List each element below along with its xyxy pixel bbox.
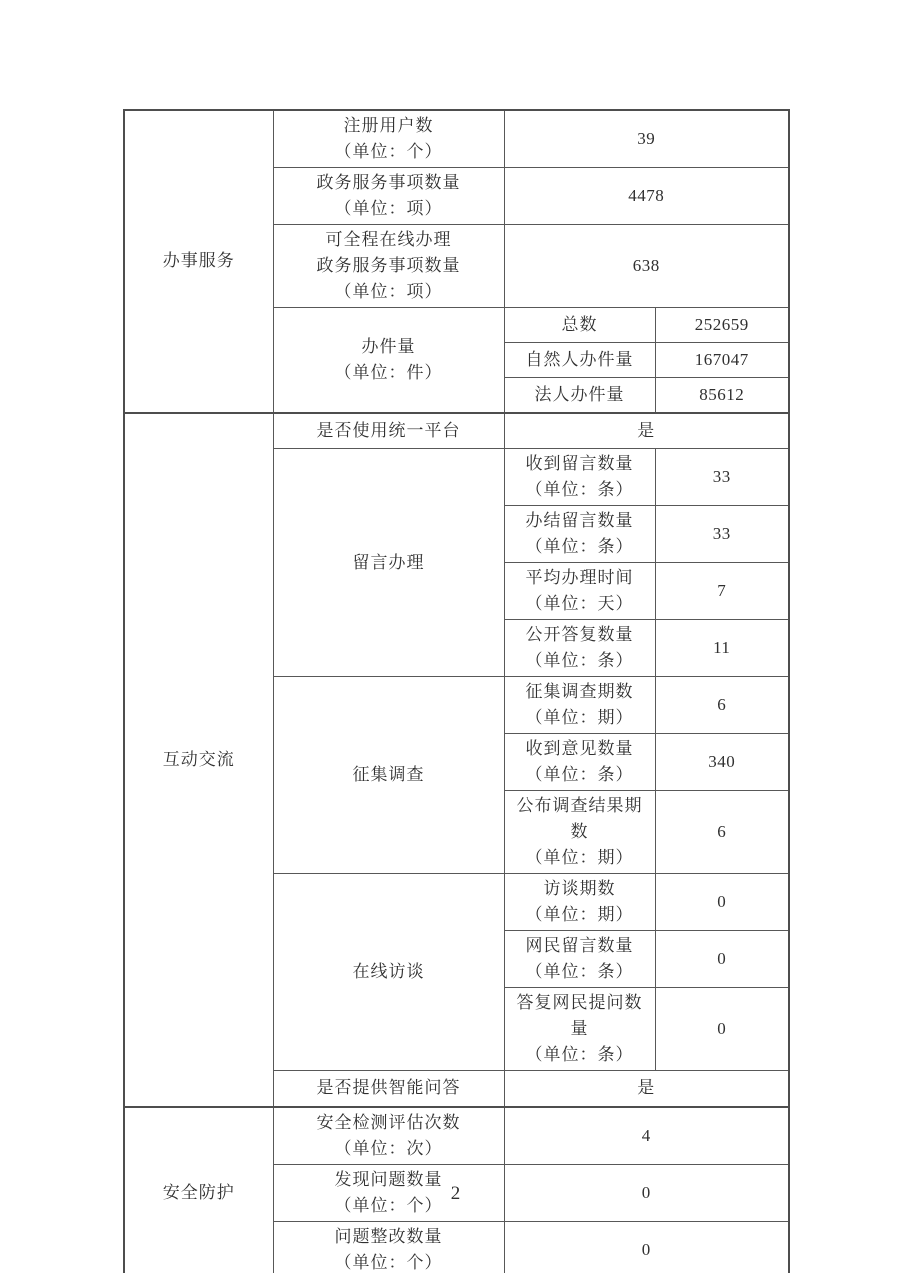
category-label: 安全防护 <box>162 1182 235 1202</box>
submetric-value: 252659 <box>655 308 789 343</box>
metric-label-cell: 是否使用统一平台 <box>273 413 504 449</box>
submetric-label-cell <box>504 620 655 677</box>
metric-label: 发现问题数量 <box>334 1169 443 1189</box>
submetric-label: 收到留言数量 <box>525 454 634 473</box>
metric-label: 问题整改数量 <box>334 1226 443 1246</box>
submetric-label-cell <box>504 506 655 563</box>
metric-unit: （单位：项） <box>334 199 443 218</box>
metric-value: 是 <box>504 413 789 449</box>
metric-label-cell <box>273 110 504 168</box>
category-cell-service <box>124 110 273 413</box>
submetric-label: 平均办理时间 <box>525 568 634 587</box>
metric-label-cell: 是否提供智能问答 <box>273 1071 504 1107</box>
submetric-label: 自然人办件量 <box>504 343 655 378</box>
metric-value: 39 <box>504 110 789 168</box>
submetric-label-cell <box>504 677 655 734</box>
submetric-value: 0 <box>655 988 789 1071</box>
metric-label: 注册用户数 <box>343 116 434 135</box>
metric-value: 4478 <box>504 168 789 225</box>
group-label: 征集调查 <box>352 765 425 784</box>
submetric-label: 征集调查期数 <box>525 682 634 701</box>
submetric-value: 6 <box>655 791 789 874</box>
submetric-unit: （单位：期） <box>525 905 634 924</box>
metric-label: 安全检测评估次数 <box>316 1112 461 1132</box>
submetric-label-cell <box>504 988 655 1071</box>
submetric-unit: （单位：期） <box>525 848 634 867</box>
submetric-label-cell <box>504 563 655 620</box>
metric-unit: （单位：个） <box>334 1195 443 1215</box>
metric-value: 638 <box>504 225 789 308</box>
submetric-label: 网民留言数量 <box>525 936 634 955</box>
metric-label-cell <box>273 1107 504 1165</box>
submetric-unit: （单位：条） <box>525 537 634 556</box>
metric-unit: （单位：项） <box>334 282 443 301</box>
submetric-label: 收到意见数量 <box>525 739 634 758</box>
metric-unit: （单位：个） <box>334 1252 443 1272</box>
group-unit: （单位：件） <box>334 362 443 382</box>
submetric-label: 办结留言数量 <box>525 511 634 530</box>
metric-label-line2: 政务服务事项数量 <box>316 256 461 275</box>
submetric-label-cell <box>504 791 655 874</box>
metric-label-cell <box>273 1221 504 1273</box>
submetric-unit: （单位：条） <box>525 651 634 670</box>
submetric-value: 33 <box>655 506 789 563</box>
group-label-cell <box>273 308 504 413</box>
submetric-label-cell <box>504 449 655 506</box>
metric-label: 可全程在线办理 <box>325 230 452 249</box>
page-number: 2 <box>450 1183 461 1204</box>
submetric-value: 167047 <box>655 343 789 378</box>
metric-label-cell <box>273 225 504 308</box>
group-label: 留言办理 <box>352 552 425 572</box>
submetric-label: 访谈期数 <box>543 879 616 898</box>
metric-label: 政务服务事项数量 <box>316 173 461 192</box>
submetric-label: 公布调查结果期数 <box>516 796 643 841</box>
submetric-value: 6 <box>655 677 789 734</box>
submetric-value: 11 <box>655 620 789 677</box>
submetric-value: 0 <box>655 931 789 988</box>
metric-value: 是 <box>504 1071 789 1107</box>
submetric-label: 公开答复数量 <box>525 625 634 644</box>
submetric-value: 7 <box>655 563 789 620</box>
metric-value: 4 <box>504 1107 789 1165</box>
submetric-unit: （单位：条） <box>525 1045 634 1064</box>
submetric-unit: （单位：条） <box>525 480 634 499</box>
submetric-value: 33 <box>655 449 789 506</box>
metric-value: 0 <box>504 1164 789 1221</box>
submetric-value: 340 <box>655 734 789 791</box>
submetric-label-cell <box>504 734 655 791</box>
statistics-table <box>123 109 790 1273</box>
metric-unit: （单位：次） <box>334 1138 443 1158</box>
submetric-label-cell <box>504 931 655 988</box>
submetric-unit: （单位：条） <box>525 765 634 784</box>
submetric-unit: （单位：条） <box>525 962 634 981</box>
group-label-cell <box>273 677 504 874</box>
group-label: 办件量 <box>361 336 416 356</box>
submetric-label-cell <box>504 874 655 931</box>
submetric-label: 答复网民提问数量 <box>516 993 643 1038</box>
metric-value: 0 <box>504 1221 789 1273</box>
metric-label-cell <box>273 168 504 225</box>
submetric-value: 0 <box>655 874 789 931</box>
submetric-unit: （单位：期） <box>525 708 634 727</box>
group-label: 在线访谈 <box>352 962 425 981</box>
category-label: 互动交流 <box>162 749 235 769</box>
category-label: 办事服务 <box>162 251 235 271</box>
submetric-label: 法人办件量 <box>504 378 655 413</box>
category-cell-interaction <box>124 413 273 1107</box>
metric-unit: （单位：个） <box>334 142 443 161</box>
submetric-label: 总数 <box>504 308 655 343</box>
group-label-cell <box>273 874 504 1071</box>
group-label-cell <box>273 449 504 677</box>
submetric-unit: （单位：天） <box>525 594 634 613</box>
submetric-value: 85612 <box>655 378 789 413</box>
